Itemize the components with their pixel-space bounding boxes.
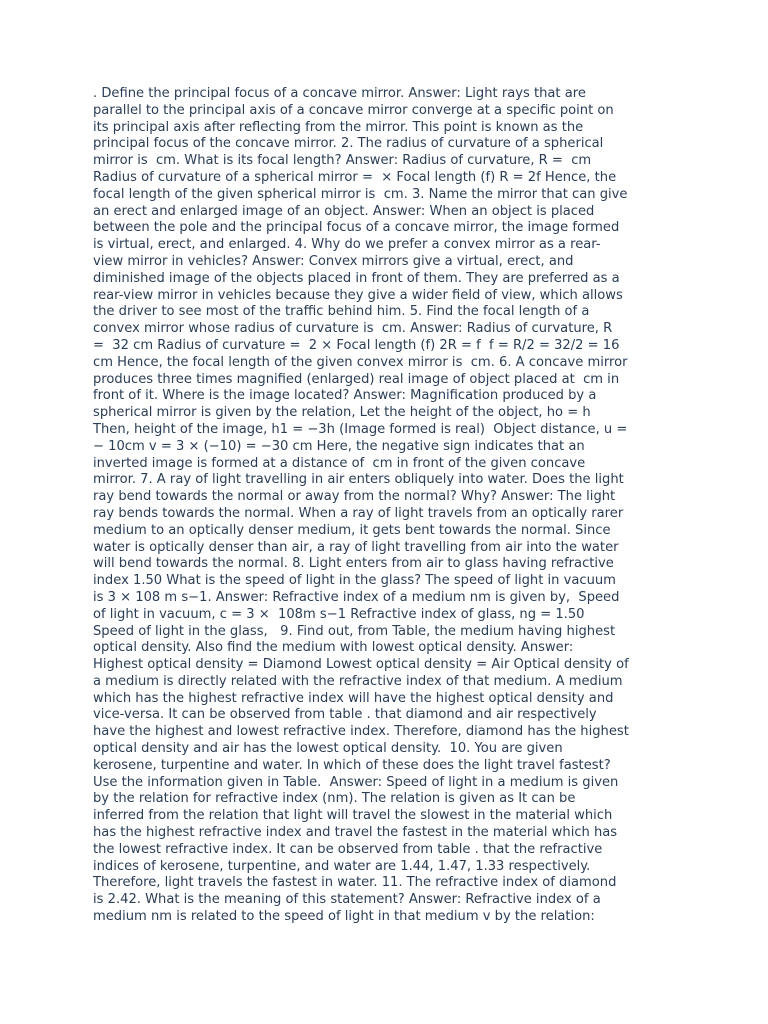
text-line: mirror. 7. A ray of light travelling in air enters obliquely into water. Does the light xyxy=(93,472,624,488)
text-line: front of it. Where is the image located? Answer: Magnification produced by a xyxy=(93,388,597,404)
body-text xyxy=(93,86,683,926)
text-line: inferred from the relation that light will travel the slowest in the material which xyxy=(93,808,613,824)
text-line: kerosene, turpentine and water. In which of these does the light travel fastest? xyxy=(93,757,611,773)
text-line: Highest optical density = Diamond Lowest optical density = Air Optical density of xyxy=(93,657,629,673)
text-line: vice-versa. It can be observed from table . that diamond and air respectively xyxy=(93,707,597,723)
text-line: Therefore, light travels the fastest in water. 11. The refractive index of diamond xyxy=(93,875,617,891)
text-line: medium to an optically denser medium, it gets bent towards the normal. Since xyxy=(93,522,611,538)
text-line: produces three times magnified (enlarged) real image of object placed at cm in xyxy=(93,371,620,387)
text-line: is 3 × 108 m s−1. Answer: Refractive index of a medium nm is given by, Speed xyxy=(93,589,620,605)
text-line: Radius of curvature of a spherical mirror = × Focal length (f) R = 2f Hence, the xyxy=(93,169,617,185)
text-line: of light in vacuum, c = 3 × 108m s−1 Refractive index of glass, ng = 1.50 xyxy=(93,606,585,622)
text-line: between the pole and the principal focus of a concave mirror, the image formed xyxy=(93,220,620,236)
text-line: have the highest and lowest refractive index. Therefore, diamond has the highest xyxy=(93,724,629,740)
text-line: medium nm is related to the speed of light in that medium v by the relation: xyxy=(93,909,595,925)
text-line: by the relation for refractive index (nm). The relation is given as It can be xyxy=(93,791,576,807)
text-line: indices of kerosene, turpentine, and water are 1.44, 1.47, 1.33 respectively. xyxy=(93,858,591,874)
text-line: optical density and air has the lowest optical density. 10. You are given xyxy=(93,741,563,757)
text-line: Speed of light in the glass, 9. Find out, from Table, the medium having highest xyxy=(93,623,616,639)
text-line: ray bends towards the normal. When a ray of light travels from an optically rarer xyxy=(93,505,624,521)
text-line: will bend towards the normal. 8. Light enters from air to glass having refractive xyxy=(93,556,614,572)
text-line: principal focus of the concave mirror. 2. The radius of curvature of a spherical xyxy=(93,136,604,152)
text-line: cm Hence, the focal length of the given convex mirror is cm. 6. A concave mirror xyxy=(93,354,628,370)
text-line: is 2.42. What is the meaning of this statement? Answer: Refractive index of a xyxy=(93,892,601,908)
text-line: focal length of the given spherical mirror is cm. 3. Name the mirror that can give xyxy=(93,186,628,202)
text-line: has the highest refractive index and travel the fastest in the material which has xyxy=(93,825,618,841)
text-line: convex mirror whose radius of curvature is cm. Answer: Radius of curvature, R xyxy=(93,321,613,337)
text-line: water is optically denser than air, a ray of light travelling from air into the water xyxy=(93,539,619,555)
text-line: its principal axis after reflecting from the mirror. This point is known as the xyxy=(93,119,584,135)
text-line: the lowest refractive index. It can be observed from table . that the refractive xyxy=(93,841,603,857)
text-line: is virtual, erect, and enlarged. 4. Why do we prefer a convex mirror as a rear- xyxy=(93,237,601,253)
text-line: mirror is cm. What is its focal length? Answer: Radius of curvature, R = cm xyxy=(93,153,592,169)
text-line: Then, height of the image, h1 = −3h (Image formed is real) Object distance, u = xyxy=(93,421,628,437)
text-line: optical density. Also find the medium with lowest optical density. Answer: xyxy=(93,640,574,656)
text-line: Use the information given in Table. Answer: Speed of light in a medium is given xyxy=(93,774,619,790)
text-line: rear-view mirror in vehicles because they give a wider field of view, which allows xyxy=(93,287,623,303)
text-line: ray bend towards the normal or away from the normal? Why? Answer: The light xyxy=(93,489,616,505)
text-line: inverted image is formed at a distance of cm in front of the given concave xyxy=(93,455,586,471)
text-line: diminished image of the objects placed in front of them. They are preferred as a xyxy=(93,270,620,286)
text-line: index 1.50 What is the speed of light in the glass? The speed of light in vacuum xyxy=(93,573,616,589)
text-line: − 10cm v = 3 × (−10) = −30 cm Here, the negative sign indicates that an xyxy=(93,438,585,454)
text-line: view mirror in vehicles? Answer: Convex mirrors give a virtual, erect, and xyxy=(93,253,574,269)
text-line: a medium is directly related with the refractive index of that medium. A medium xyxy=(93,673,623,689)
text-line: an erect and enlarged image of an object. Answer: When an object is placed xyxy=(93,203,595,219)
text-line: = 32 cm Radius of curvature = 2 × Focal length (f) 2R = f f = R/2 = 32/2 = 16 xyxy=(93,337,620,353)
text-line: spherical mirror is given by the relation, Let the height of the object, ho = h xyxy=(93,405,591,421)
text-line: . Define the principal focus of a concave mirror. Answer: Light rays that are xyxy=(93,86,586,101)
text-line: parallel to the principal axis of a concave mirror converge at a specific point on xyxy=(93,102,614,118)
text-line: the driver to see most of the traffic behind him. 5. Find the focal length of a xyxy=(93,304,590,320)
text-line: which has the highest refractive index will have the highest optical density and xyxy=(93,690,614,706)
